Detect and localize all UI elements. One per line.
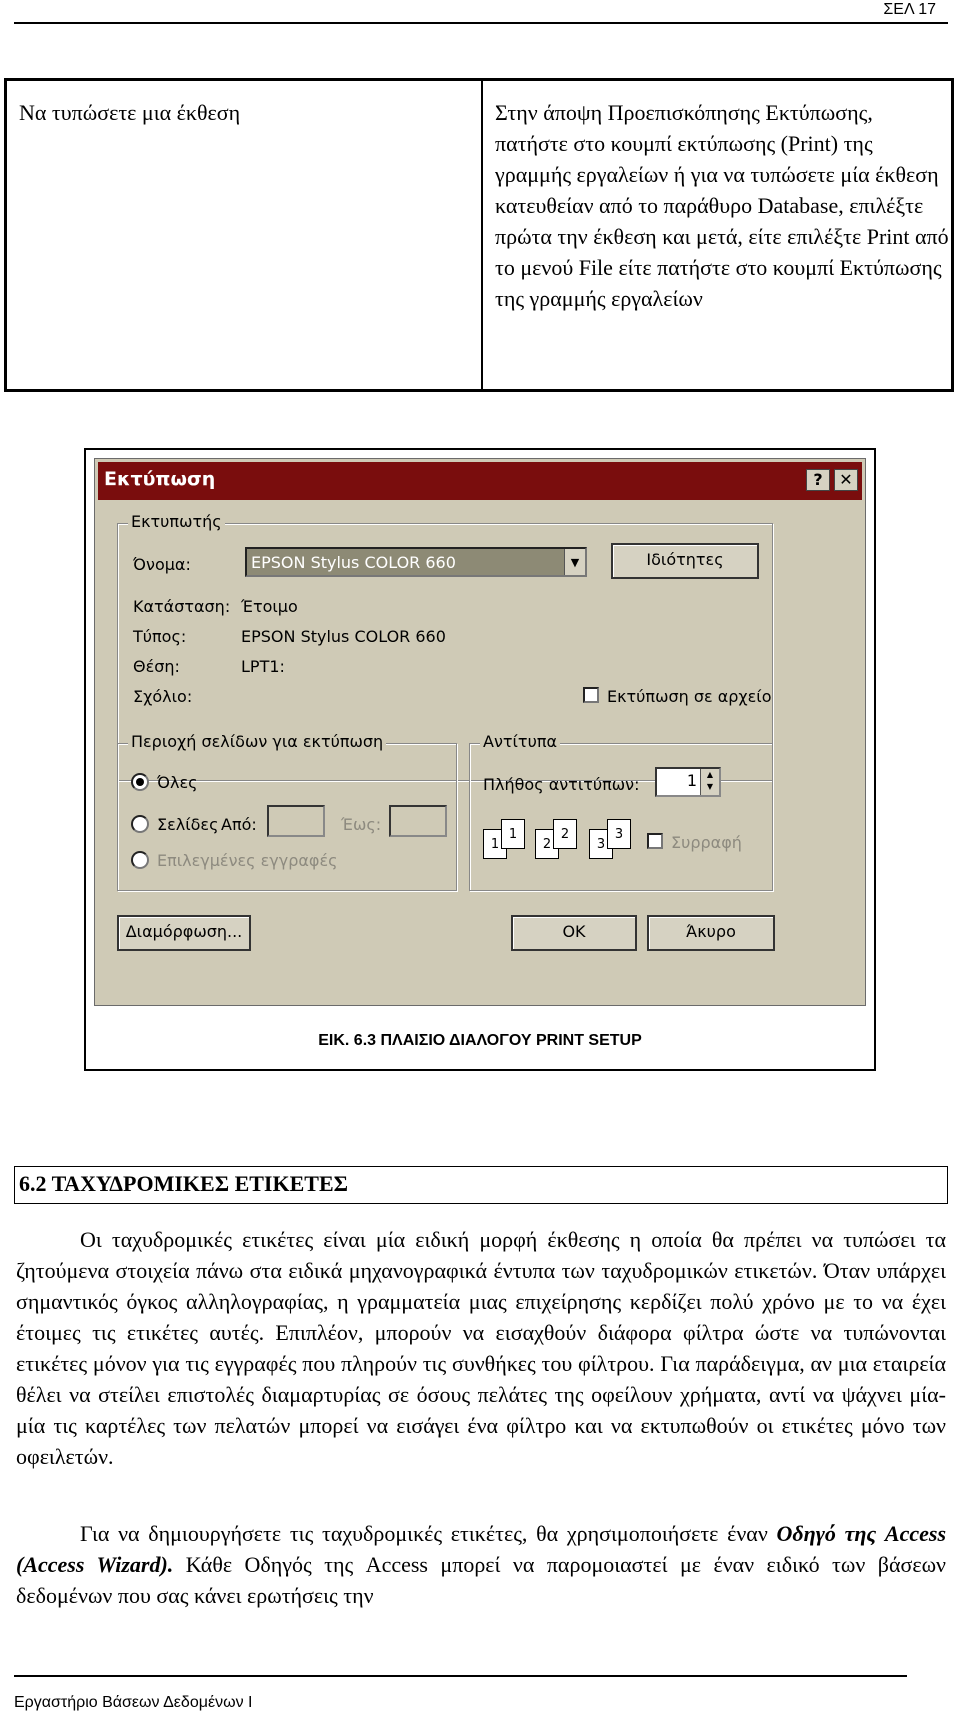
dialog-titlebar bbox=[98, 462, 862, 500]
paragraph-1: Οι ταχυδρομικές ετικέτες είναι μία ειδική μορφή έκθεσης η οποία θα πρέπει να τυπώσει τα ζητούμενα στοιχεία πάνω στα ειδικά μηχανογραφικά έντυπα των ταχυδρομικών ετικετών. Όταν υπάρχει σημαντικός όγκος αλληλογραφίας, η γραμματεία μιας επιχείρησης κερδίζει πολύ χρόνο με το να έχει έτοιμες τις ετικέτες αυτές. Επιπλέον, μπορούν να εισαχθούν διάφορα φίλτρα ώστε να τυπώνονται ετικέτες μόνον για τις εγγραφές που πληρούν τις συνθήκες του φίλτρου. Για παράδειγμα, αν μια εταιρεία θέλει να στείλει επιστολές διαμαρτυρίας σε όσους πελάτες της οφείλουν χρήματα, αντί να ψάχνει μία-μία τις καρτέλες των πελατών μπορεί να εισάγει ένα φίλτρο και να εκτυπωθούν οι ετικέτες μόνο των οφειλετών. bbox=[16, 1227, 946, 1469]
section-title: 6.2 ΤΑΧΥΔΡΟΜΙΚΕΣ ΕΤΙΚΕΤΕΣ bbox=[14, 1166, 948, 1204]
pages-label: Σελίδες bbox=[157, 815, 219, 834]
printer-group-label: Εκτυπωτής bbox=[128, 512, 225, 531]
status-label: Κατάσταση: bbox=[133, 597, 231, 616]
instruction-table bbox=[4, 78, 954, 392]
status-value: Έτοιμο bbox=[241, 597, 298, 616]
all-pages-label: Όλες bbox=[157, 773, 198, 792]
selected-records-label: Επιλεγμένες εγγραφές bbox=[157, 851, 338, 870]
comment-label: Σχόλιο: bbox=[133, 687, 193, 706]
to-label: Έως: bbox=[341, 815, 382, 834]
num-copies-label: Πλήθος αντιτύπων: bbox=[483, 775, 640, 794]
print-range-label: Περιοχή σελίδων για εκτύπωση bbox=[128, 732, 386, 751]
type-value: EPSON Stylus COLOR 660 bbox=[241, 627, 446, 646]
printer-name-select[interactable] bbox=[245, 547, 587, 577]
print-to-file-label: Εκτύπωση σε αρχείο bbox=[607, 687, 772, 706]
pages-radio[interactable] bbox=[131, 815, 149, 833]
where-label: Θέση: bbox=[133, 657, 180, 676]
collate-page-3a: 3 bbox=[589, 829, 613, 859]
chevron-down-icon[interactable]: ▼ bbox=[564, 549, 585, 575]
copies-group-label: Αντίτυπα bbox=[480, 732, 560, 751]
ok-button[interactable]: OK bbox=[511, 915, 637, 951]
to-input[interactable] bbox=[389, 805, 447, 837]
collate-page-2a: 2 bbox=[535, 829, 559, 859]
paragraph-2-emphasis: Οδηγό της Access (Access Wizard). bbox=[16, 1521, 947, 1577]
print-dialog bbox=[94, 458, 866, 1006]
from-input[interactable] bbox=[267, 805, 325, 837]
page-header bbox=[0, 0, 960, 40]
paragraph-2-lead: Για να δημιουργήσετε τις ταχυδρομικές ετικέτες, θα χρησιμοποιήσετε έναν bbox=[80, 1521, 777, 1546]
paragraph-2-rest: Κάθε Οδηγός της Access μπορεί να παρομοιαστεί με έναν ειδικό των βάσεων δεδομένων που σας κάνει ερωτήσεις την bbox=[16, 1552, 947, 1608]
collate-page-1b: 1 bbox=[501, 819, 525, 849]
footer-rule bbox=[14, 1675, 907, 1677]
footer-text: Εργαστήριο Βάσεων Δεδομένων Ι bbox=[14, 1694, 253, 1711]
close-button[interactable]: ✕ bbox=[834, 469, 858, 491]
from-label: Από: bbox=[221, 815, 257, 834]
num-copies-spinner[interactable] bbox=[655, 767, 721, 797]
collate-page-1a: 1 bbox=[483, 829, 507, 859]
copies-group bbox=[469, 732, 773, 891]
printer-name-value: EPSON Stylus COLOR 660 bbox=[251, 553, 456, 572]
where-value: LPT1: bbox=[241, 657, 285, 676]
collate-checkbox[interactable] bbox=[647, 833, 663, 849]
spinner-arrows-icon[interactable]: ▲ ▼ bbox=[700, 769, 719, 795]
type-label: Τύπος: bbox=[133, 627, 187, 646]
help-button[interactable]: ? bbox=[806, 469, 830, 491]
collate-page-2b: 2 bbox=[553, 819, 577, 849]
print-to-file-checkbox[interactable] bbox=[583, 687, 599, 703]
paragraph-2 bbox=[16, 1518, 946, 1611]
setup-button[interactable]: Διαμόρφωση... bbox=[117, 915, 251, 951]
properties-button[interactable]: Ιδιότητες bbox=[611, 543, 759, 579]
header-rule bbox=[14, 22, 948, 24]
all-pages-radio[interactable] bbox=[131, 773, 149, 791]
collate-label: Συρραφή bbox=[671, 833, 742, 852]
page-number: ΣΕΛ 17 bbox=[883, 1, 936, 18]
num-copies-value: 1 bbox=[686, 771, 697, 790]
selected-records-radio[interactable] bbox=[131, 851, 149, 869]
figure-caption: ΕΙΚ. 6.3 ΠΛΑΙΣΙΟ ΔΙΑΛΟΓΟΥ PRINT SETUP bbox=[318, 1032, 642, 1049]
figure-frame bbox=[84, 448, 876, 1071]
table-action-cell: Να τυπώσετε μια έκθεση bbox=[7, 81, 483, 389]
table-description-cell: Στην άποψη Προεπισκόπησης Εκτύπωσης, πατήστε στο κουμπί εκτύπωσης (Print) της γραμμής εργαλείων ή για να τυπώσετε μία έκθεση κατευθείαν από το παράθυρο Database, επιλέξτε πρώτα την έκθεση και μετά, είτε επιλέξτε Print από το μενού File είτε πατήστε στο κουμπί Εκτύπωσης της γραμμής εργαλείων bbox=[495, 100, 949, 311]
dialog-title: Εκτύπωση bbox=[104, 468, 216, 490]
cancel-button[interactable]: Άκυρο bbox=[647, 915, 775, 951]
collate-page-3b: 3 bbox=[607, 819, 631, 849]
name-label: Όνομα: bbox=[133, 555, 191, 574]
